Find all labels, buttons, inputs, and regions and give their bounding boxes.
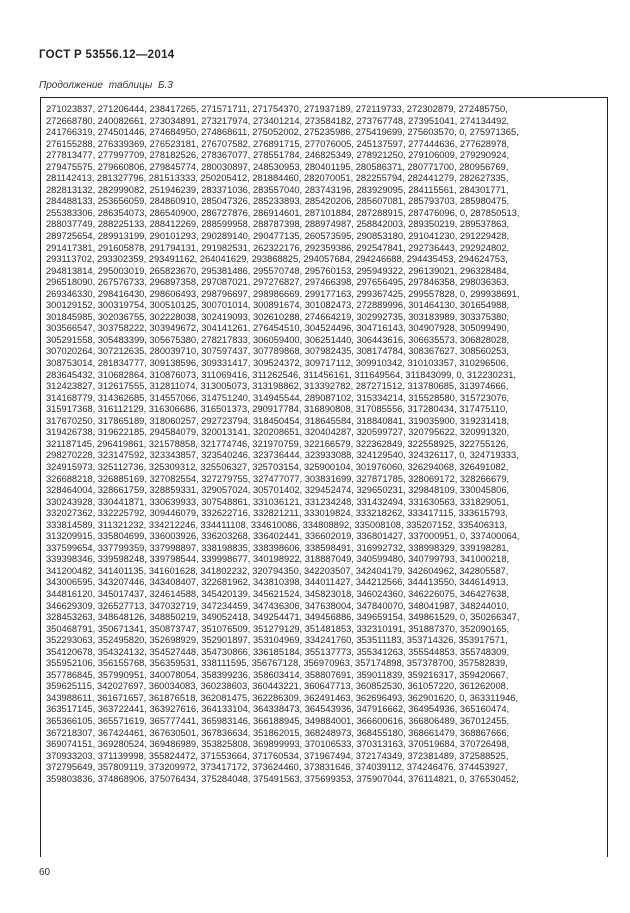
table-row: 312423827, 312617555, 312811074, 313005073, 313198862, 313392782, 287271512, 313780685, 313974666,	[46, 381, 509, 392]
table-row: 370933203, 371139998, 355824472, 371553664, 371760534, 371967494, 372174349, 372381489, 372588525,	[46, 750, 509, 761]
table-row: 255383306, 286354073, 286540900, 286727876, 286914601, 287101884, 287288915, 287476096, 0, 287850513,	[46, 207, 520, 218]
table-row: 363517145, 363722441, 363927616, 364133104, 364338473, 364543936, 347916662, 364954936, 365160474,	[46, 704, 510, 715]
table-row: 333814589, 311321232, 334212246, 334411108, 334610086, 334808892, 335008108, 335207152, 335406313,	[46, 519, 508, 530]
table-row: 321187145, 296419861, 321578858, 321774746, 321970759, 322166579, 322362849, 322558925, 322755126,	[46, 438, 509, 449]
table-row: 343006595, 343207446, 343408407, 322681962, 343810398, 344011427, 344212566, 344413550, 344614913,	[46, 577, 509, 588]
table-row: 337599654, 337799359, 337998897, 338198835, 338398606, 338598491, 316992732, 338998329, 339198281,	[46, 542, 510, 553]
table-row: 357786845, 357990951, 340078054, 358399236, 358603414, 358807691, 359011839, 359216317, 359420667,	[46, 669, 509, 680]
table-row: 241766319, 274501446, 274684950, 274868611, 275052002, 275235986, 275419699, 275603570, 0, 275971365,	[46, 127, 519, 138]
table-row: 276155288, 276339369, 276523181, 276707582, 276891715, 277076005, 245137597, 277444636, 277628978,	[46, 138, 510, 149]
table-row: 272668780, 240082661, 273034891, 273217974, 273401214, 273584182, 273767748, 273951041, 274134492,	[46, 115, 510, 126]
table-row: 300129152, 300319754, 300510125, 300701014, 300891674, 301082473, 272889996, 301464130, 301654988,	[46, 300, 510, 311]
table-row: 365366105, 365571619, 365777441, 365983146, 366188945, 349884001, 366600616, 366806489, 367012455,	[46, 715, 510, 726]
table-row: 341200482, 341401135, 341601628, 341802232, 320794350, 342203507, 342404179, 342604962, 342805587,	[46, 565, 509, 576]
table-row: 284488133, 253656059, 284860910, 285047326, 285233893, 285420206, 285607081, 285793703, 285980475,	[46, 196, 510, 207]
table-row: 293113702, 293302359, 293491162, 264041629, 293868825, 294057684, 294246688, 294435453, 294624753,	[46, 254, 508, 265]
table-row: 269346330, 298416430, 298606493, 298796697, 298986669, 299177163, 299367425, 299557828, 0, 299938691,	[46, 288, 520, 299]
page-number: 60	[39, 867, 51, 878]
table-row: 283645432, 310682864, 310876073, 311069416, 311262546, 311456161, 311649564, 311843099, 0, 312230231,	[46, 369, 516, 380]
table-row: 314168779, 314362685, 314557066, 314751240, 314945544, 289087102, 315334214, 315528580, 315723076,	[46, 392, 510, 403]
table-row: 324915973, 325112736, 325309312, 325506327, 325703154, 325900104, 301976060, 326294068, 326491082,	[46, 461, 509, 472]
table-caption: Продолжение таблицы Б.3	[39, 80, 173, 91]
document-title: ГОСТ Р 53556.12—2014	[39, 49, 175, 61]
table-row: 277813477, 277997709, 278182526, 278367077, 278551784, 246825349, 278921250, 279106009, 279290924,	[46, 150, 510, 161]
table-row: 355952106, 356155768, 356359531, 338111595, 356767128, 356970963, 357174898, 357378700, 357582839,	[46, 658, 508, 669]
table-row: 301845985, 302036755, 302228038, 302419093, 302610288, 274664219, 302992735, 303183989, 303375380,	[46, 311, 510, 322]
table-row: 330243928, 330441871, 330639933, 307548861, 331036121, 331234248, 331432494, 331630563, 331829051,	[46, 496, 510, 507]
table-row: 294813814, 295003019, 265823670, 295381486, 295570748, 295760153, 295949322, 296139021, 296328484,	[46, 265, 510, 276]
table-row: 291417381, 291605878, 291794131, 291982531, 262322176, 292359386, 292547841, 292736443, 292924802,	[46, 242, 510, 253]
table-row: 359625115, 342027697, 360034083, 360238603, 360443221, 360647713, 360852530, 361057220, 361262008,	[46, 681, 509, 692]
table-row: 282813132, 282999082, 251946239, 283371036, 283557040, 283743196, 283929095, 284115561, 284301771,	[46, 184, 509, 195]
table-row: 307020264, 307212635, 280039710, 307597437, 307789868, 307982435, 308174784, 308367627, 308560253,	[46, 346, 510, 357]
table-row: 332027362, 332225792, 309446079, 332622716, 332821211, 333019824, 333218262, 333417115, 333615793,	[46, 508, 508, 519]
table-row: 305291558, 305483399, 305675380, 278217833, 306059400, 306251440, 306443616, 306635573, 306828028,	[46, 334, 510, 345]
table-row: 298270228, 323147592, 323343857, 323540246, 323736444, 323933088, 324129540, 324326117, 0, 324719333,	[46, 450, 519, 461]
table-row: 328453263, 348648126, 348850219, 349052418, 349254471, 349456886, 349659154, 349861529, 0, 350266347,	[46, 612, 520, 623]
table-row: 367218307, 367424461, 367630501, 367836634, 351862015, 368248973, 368455180, 368661479, 368867666,	[46, 727, 510, 738]
table-row: 317670250, 317865189, 318060257, 292723794, 318450454, 318645584, 318840841, 319035900, 319231418,	[46, 415, 510, 426]
table-row: 319426738, 319622185, 294584079, 320013141, 320208651, 320404287, 320599727, 320795622, 320991320,	[46, 427, 510, 438]
table-rows	[46, 104, 603, 785]
table-row: 350468791, 350671341, 350873747, 351076509, 351279129, 351481853, 332310191, 351887370, 352090165,	[46, 623, 510, 634]
table-row: 279475575, 279660806, 279845774, 280030897, 248530953, 280401195, 280586371, 280771700, 280956769,	[46, 161, 509, 172]
table-row: 326688218, 326885169, 327082554, 327279755, 327477077, 303831699, 327871785, 328069172, 328266679,	[46, 473, 510, 484]
table-row: 372795649, 357809119, 373209972, 373417172, 373624460, 373831646, 374039112, 374246476, 374453927,	[46, 762, 508, 773]
table-row: 346629309, 326527713, 347032719, 347234459, 347436306, 347638004, 347840070, 348041987, 348244010,	[46, 600, 510, 611]
table-row: 352293063, 352495820, 352698929, 352901897, 353104969, 334241760, 353511183, 353714326, 353917571,	[46, 635, 508, 646]
table-row: 288037749, 288225133, 288412269, 288599958, 288787398, 288974987, 258842003, 289350219, 289537863,	[46, 219, 510, 230]
table-row: 271023837, 271206444, 238417265, 271571711, 271754370, 271937189, 272119733, 272302879, 272485750,	[46, 104, 508, 114]
table-row: 359803836, 374868906, 375076434, 375284048, 375491563, 375699353, 375907044, 376114821, 0, 376530452,	[46, 773, 519, 784]
table-row: 303566547, 303758222, 303949672, 304141261, 276454510, 304524496, 304716143, 304907928, 305099490,	[46, 323, 510, 334]
table-row: 354120678, 354324132, 354527448, 354730866, 336185184, 355137773, 355341263, 355544853, 355748309,	[46, 646, 510, 657]
table-row: 281142413, 281327796, 281513333, 250205412, 281884460, 282070051, 282255794, 282441279, 282627335,	[46, 173, 509, 184]
table-row: 313209915, 335804699, 336003926, 336203268, 336402441, 336602019, 336801427, 337000951, 0, 337400064,	[46, 531, 520, 542]
table-row: 343988611, 361671657, 361876518, 362081475, 362286309, 362491463, 362696493, 362901620, 0, 363311946,	[46, 692, 519, 703]
table-row: 308753014, 281834777, 309138596, 309331417, 309524372, 309717112, 309910342, 310103357, 310296506,	[46, 358, 509, 369]
table-b3-continuation	[40, 97, 608, 857]
table-row: 315917368, 316112129, 316306686, 316501373, 290917784, 316890808, 317085556, 317280434, 317475110,	[46, 404, 508, 415]
table-row: 344816120, 345017437, 324614588, 345420139, 345621524, 345823018, 346024360, 346226075, 346427638,	[46, 588, 510, 599]
table-row: 328464004, 328661759, 328859331, 329057024, 305701402, 329452474, 329650231, 329848109, 330045806,	[46, 485, 510, 496]
table-row: 369074151, 369280524, 369486989, 353825808, 369899993, 370106533, 370313163, 370519684, 370726498,	[46, 739, 510, 750]
table-row: 296518090, 267576733, 296897358, 297087021, 297276827, 297466398, 297656495, 297846358, 298036363,	[46, 277, 510, 288]
table-row: 289725654, 289913199, 290101293, 290289140, 290477135, 260573595, 290853180, 291041230, 291229428,	[46, 231, 510, 242]
table-row: 339398346, 339598248, 339798544, 339998677, 340198922, 318887049, 340599480, 340799793, 341000218,	[46, 554, 510, 565]
